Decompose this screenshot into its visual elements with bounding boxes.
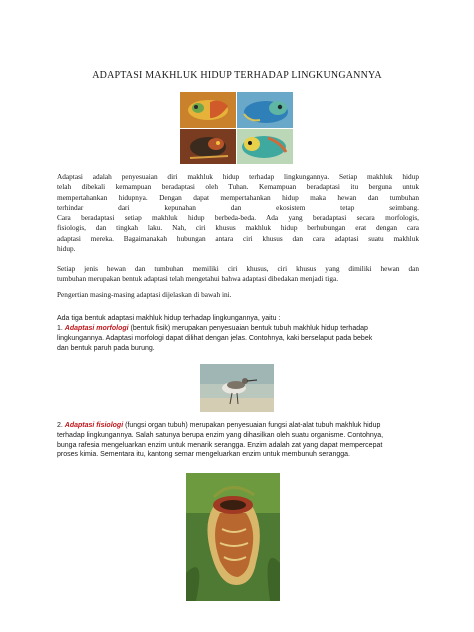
intro-paragraph-3: Pengertian masing-masing adaptasi dijelaskan di bawah ini. — [57, 290, 232, 299]
text-line: Setiap jenis hewan dan tumbuhan memiliki ciri khusus, ciri khusus yang dimiliki hewan dan — [57, 264, 419, 273]
intro-paragraph-2 — [57, 264, 419, 285]
text-line: terhindar dari kepunahan dan ekosistem tetap seimbang. — [57, 202, 419, 212]
page-title: ADAPTASI MAKHLUK HIDUP TERHADAP LINGKUNGANNYA — [92, 70, 382, 81]
adaptation-types-intro: Ada tiga bentuk adaptasi makhluk hidup terhadap lingkungannya, yaitu : — [57, 315, 281, 322]
text-line: adaptasi mereka. Bagaimanakah hubungan antara ciri khusus dan cara adaptasi suatu makhluk — [57, 233, 419, 243]
text-line: hidup. — [57, 244, 76, 254]
pitcher-plant-photo — [186, 473, 280, 601]
item-number: 1. — [57, 325, 63, 332]
text-line: proses kimia. Sementara itu, kantong semar mengeluarkan enzim untuk membunuh serangga. — [57, 451, 350, 459]
text-line: dan bentuk paruh pada burung. — [57, 344, 155, 352]
term-adaptasi-morfologi: Adaptasi morfologi — [64, 325, 129, 332]
text-line: (bentuk fisik) merupakan penyesuaian bentuk tubuh makhluk hidup terhadap — [128, 325, 368, 332]
adaptation-item-fisiologi — [57, 421, 419, 460]
text-line: telah dibekali kemampuan beradaptasi oleh Tuhan. Kemampuan beradaptasi itu berguna untuk — [57, 182, 419, 192]
term-adaptasi-fisiologi: Adaptasi fisiologi — [64, 422, 124, 429]
item-number: 2. — [57, 422, 63, 429]
text-line: tumbuhan merupakan bentuk adaptasi telah mengetahui bahwa adaptasi dibedakan menjadi tiga. — [57, 274, 339, 284]
text-line: Adaptasi adalah penyesuaian diri makhluk hidup terhadap lingkungannya. Setiap makhluk hidup — [57, 172, 419, 181]
chameleon-photo-collage — [180, 92, 293, 164]
text-line: terhadap lingkungannya. Salah satunya berupa enzim yang dihasilkan oleh suatu organisme. Contohnya, — [57, 431, 384, 439]
wading-bird-photo — [200, 364, 274, 412]
text-line: fisiologis, dan tingkah laku. Nah, ciri khusus makhluk hidup berhubungan erat dengan cara — [57, 223, 419, 233]
text-line: (fungsi organ tubuh) merupakan penyesuaian fungsi alat-alat tubuh makhluk hidup — [123, 422, 381, 429]
text-line: mempertahankan hidupnya. Dengan dapat mempertahankan hidup maka hewan dan tumbuhan — [57, 192, 419, 202]
text-line: bunga rafesia mengeluarkan enzim untuk menarik serangga. Enzim adalah zat yang dapat mempercepat — [57, 441, 383, 449]
text-line: lingkungannya. Adaptasi morfologi dapat dilihat dengan jelas. Contohnya, kaki berselaput pada bebek — [57, 334, 373, 342]
text-line: Cara beradaptasi setiap makhluk hidup berbeda-beda. Ada yang beradaptasi secara morfologis, — [57, 213, 419, 223]
adaptation-item-morfologi — [57, 324, 419, 353]
intro-paragraph-1 — [57, 172, 419, 254]
